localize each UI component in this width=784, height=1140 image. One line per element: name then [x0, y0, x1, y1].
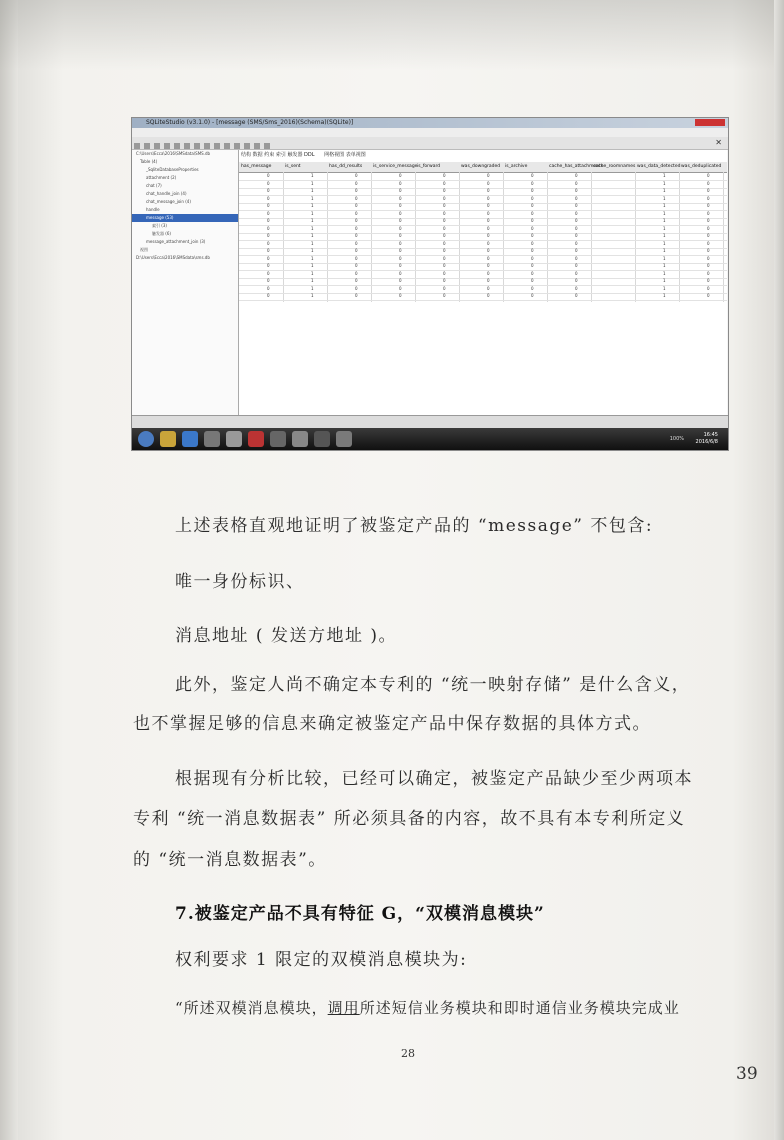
- grid-cell: 1: [663, 270, 666, 276]
- grid-subtab: 网格视图: [324, 152, 345, 158]
- grid-cell: 0: [487, 218, 490, 223]
- column-header: has_dd_results: [329, 164, 363, 169]
- folder-icon: [160, 431, 176, 447]
- grid-cell: 0: [399, 248, 402, 253]
- grid-cell: 1: [663, 278, 666, 283]
- grid-cell: 1: [663, 248, 666, 253]
- column-header: was_data_detected: [637, 164, 681, 169]
- tree-item: chat_message_join (4): [146, 199, 191, 204]
- grid-cell: 1: [311, 225, 314, 231]
- grid-cell: 0: [487, 263, 490, 268]
- taskbar-clock: [696, 432, 718, 446]
- grid-cell: 0: [443, 270, 446, 276]
- grid-cell: 1: [311, 270, 314, 276]
- grid-column-line: [679, 172, 680, 302]
- grid-cell: 1: [311, 188, 314, 193]
- grid-cell: 0: [443, 293, 446, 298]
- grid-cell: 0: [707, 293, 710, 298]
- grid-cell: 0: [487, 248, 490, 253]
- sheet-number: 39: [736, 1064, 758, 1084]
- grid-cell: 1: [663, 180, 666, 186]
- grid-cell: 0: [531, 270, 534, 276]
- close-icon: ✕: [715, 138, 722, 147]
- paragraph-4-line-1: 此外，鉴定人尚不确定本专利的 “统一映射存储” 是什么含义，: [175, 675, 691, 695]
- app-icon: [248, 431, 264, 447]
- grid-cell: 0: [355, 173, 358, 178]
- grid-cell: 1: [663, 203, 666, 208]
- grid-tabs: [241, 151, 366, 158]
- grid-cell: 0: [531, 225, 534, 231]
- grid-cell: 0: [487, 255, 490, 261]
- grid-cell: 0: [707, 285, 710, 291]
- grid-cell: 0: [487, 180, 490, 186]
- grid-column-line: [503, 172, 504, 302]
- grid-column-line: [547, 172, 548, 302]
- grid-column-line: [635, 172, 636, 302]
- tree-item: D:\Users\Ecca\2016\SMSdata\sms.db: [136, 255, 210, 260]
- grid-cell: 0: [487, 173, 490, 178]
- grid-cell: 0: [355, 195, 358, 201]
- grid-cell: 1: [663, 195, 666, 201]
- tree-item: chat (7): [146, 183, 162, 188]
- grid-cell: 0: [267, 218, 270, 223]
- grid-cell: 1: [311, 180, 314, 186]
- tree-item: Table (4): [140, 159, 158, 164]
- scan-top-shadow: [0, 0, 784, 70]
- toolbar-icon: [184, 143, 190, 149]
- grid-cell: 1: [663, 210, 666, 216]
- grid-cell: 0: [707, 278, 710, 283]
- column-header: has_message: [241, 164, 272, 169]
- toolbar-icon: [234, 143, 240, 149]
- grid-cell: 1: [311, 293, 314, 298]
- grid-cell: 1: [663, 218, 666, 223]
- grid-cell: 0: [575, 278, 578, 283]
- grid-column-line: [327, 172, 328, 302]
- grid-cell: 0: [267, 180, 270, 186]
- grid-cell: 0: [355, 233, 358, 238]
- tree-item: _SqliteDatabaseProperties: [146, 167, 199, 172]
- grid-cell: 0: [399, 285, 402, 291]
- grid-cell: 0: [531, 255, 534, 261]
- paragraph-5-line-1: 根据现有分析比较，已经可以确定，被鉴定产品缺少至少两项本: [175, 769, 693, 789]
- grid-cell: 0: [707, 188, 710, 193]
- grid-cell: 0: [707, 173, 710, 178]
- toolbar-icon: [254, 143, 260, 149]
- grid-tab: 约束: [264, 152, 275, 158]
- quote-line: [175, 997, 680, 1018]
- grid-cell: 0: [399, 188, 402, 193]
- grid-cell: 1: [311, 240, 314, 246]
- grid-header: [239, 162, 727, 173]
- grid-cell: 0: [267, 225, 270, 231]
- column-header: is_service_message: [373, 164, 418, 169]
- grid-cell: 0: [267, 203, 270, 208]
- grid-cell: 0: [267, 293, 270, 298]
- grid-cell: 0: [487, 270, 490, 276]
- grid-cell: 0: [267, 210, 270, 216]
- grid-cell: 0: [487, 195, 490, 201]
- grid-cell: 0: [531, 203, 534, 208]
- grid-cell: 0: [267, 173, 270, 178]
- grid-cell: 0: [399, 218, 402, 223]
- toolbar: [132, 137, 728, 150]
- grid-cell: 0: [443, 188, 446, 193]
- grid-cell: 1: [311, 210, 314, 216]
- grid-cell: 0: [487, 203, 490, 208]
- grid-cell: 1: [311, 203, 314, 208]
- grid-tab: 数据: [252, 152, 263, 158]
- scan-left-edge: [0, 0, 18, 1140]
- grid-cell: 0: [355, 218, 358, 223]
- section-heading: 7.被鉴定产品不具有特征 G，“双模消息模块”: [175, 904, 545, 924]
- grid-cell: 0: [355, 210, 358, 216]
- grid-cell: 0: [267, 255, 270, 261]
- grid-cell: 1: [311, 278, 314, 283]
- taskbar: [132, 428, 728, 450]
- quote-pre: “所述双模消息模块，: [175, 999, 328, 1017]
- column-header: is_archive: [505, 164, 528, 169]
- grid-cell: 0: [399, 233, 402, 238]
- paragraph-5-line-2: 专利 “统一消息数据表” 所必须具备的内容，故不具有本专利所定义: [133, 809, 686, 829]
- grid-cell: 0: [443, 255, 446, 261]
- grid-cell: 0: [575, 188, 578, 193]
- toolbar-icon: [164, 143, 170, 149]
- grid-cell: 0: [707, 218, 710, 223]
- grid-cell: 0: [531, 188, 534, 193]
- grid-cell: 1: [663, 240, 666, 246]
- grid-cell: 0: [443, 248, 446, 253]
- paragraph-3: 消息地址 ( 发送方地址 )。: [175, 626, 397, 646]
- document-tabs: [132, 415, 728, 428]
- grid-cell: 0: [399, 263, 402, 268]
- grid-cell: 0: [575, 255, 578, 261]
- grid-cell: 0: [707, 210, 710, 216]
- grid-column-line: [723, 172, 724, 302]
- grid-cell: 0: [575, 270, 578, 276]
- grid-cell: 0: [531, 210, 534, 216]
- grid-cell: 0: [399, 210, 402, 216]
- paragraph-4-line-2: 也不掌握足够的信息来确定被鉴定产品中保存数据的具体方式。: [133, 714, 651, 734]
- browser-icon: [182, 431, 198, 447]
- grid-tab: 结构: [241, 152, 252, 158]
- grid-cell: 1: [663, 293, 666, 298]
- grid-cell: 1: [311, 263, 314, 268]
- grid-cell: 0: [531, 195, 534, 201]
- quote-post: 所述短信业务模块和即时通信业务模块完成业: [359, 999, 680, 1017]
- grid-cell: 0: [267, 195, 270, 201]
- paragraph-5-line-3: 的 “统一消息数据表”。: [133, 850, 327, 870]
- grid-cell: 1: [311, 255, 314, 261]
- grid-cell: 0: [531, 218, 534, 223]
- paragraph-1: 上述表格直观地证明了被鉴定产品的 “message” 不包含:: [175, 516, 654, 536]
- grid-cell: 0: [531, 263, 534, 268]
- grid-cell: 0: [575, 263, 578, 268]
- grid-cell: 0: [267, 240, 270, 246]
- tree-item: 索引 (3): [152, 223, 167, 228]
- paragraph-6: 权利要求 1 限定的双模消息模块为:: [175, 950, 468, 970]
- grid-cell: 1: [663, 255, 666, 261]
- start-icon: [138, 431, 154, 447]
- window-title: SQLiteStudio (v3.1.0) - [message (SMS/Sms_2016)(Schema)(SQLite)]: [146, 119, 354, 126]
- data-grid: [239, 150, 727, 415]
- tree-item: handle: [146, 207, 160, 212]
- grid-cell: 0: [267, 248, 270, 253]
- grid-cell: 0: [487, 240, 490, 246]
- grid-cell: 0: [443, 278, 446, 283]
- paragraph-2: 唯一身份标识、: [175, 572, 305, 592]
- grid-cell: 0: [355, 263, 358, 268]
- grid-cell: 0: [707, 225, 710, 231]
- grid-cell: 0: [355, 203, 358, 208]
- grid-cell: 1: [311, 218, 314, 223]
- grid-cell: 0: [355, 225, 358, 231]
- grid-cell: 0: [531, 293, 534, 298]
- grid-cell: 0: [399, 225, 402, 231]
- grid-cell: 1: [663, 173, 666, 178]
- quote-underlined: 调用: [327, 999, 360, 1017]
- tray-label: 100%: [669, 436, 684, 442]
- grid-column-line: [591, 172, 592, 302]
- grid-cell: 0: [355, 293, 358, 298]
- page-number: 28: [401, 1047, 415, 1060]
- grid-cell: 0: [443, 285, 446, 291]
- grid-cell: 0: [707, 270, 710, 276]
- grid-cell: 1: [663, 188, 666, 193]
- grid-cell: 0: [443, 173, 446, 178]
- grid-cell: 0: [355, 255, 358, 261]
- grid-cell: 0: [575, 285, 578, 291]
- tree-item: message_attachment_join (3): [146, 239, 206, 244]
- grid-cell: 0: [443, 240, 446, 246]
- grid-cell: 1: [311, 233, 314, 238]
- grid-cell: 0: [267, 263, 270, 268]
- database-tree: [132, 150, 239, 415]
- grid-cell: 0: [443, 210, 446, 216]
- app-icon: [204, 431, 220, 447]
- grid-cell: 0: [531, 240, 534, 246]
- toolbar-icon: [134, 143, 140, 149]
- grid-cell: 0: [487, 225, 490, 231]
- grid-cell: 0: [487, 210, 490, 216]
- window-titlebar: [132, 118, 728, 128]
- grid-cell: 0: [707, 240, 710, 246]
- tree-item: attachment (2): [146, 175, 177, 180]
- grid-cell: 0: [267, 270, 270, 276]
- grid-cell: 0: [355, 270, 358, 276]
- toolbar-icon: [204, 143, 210, 149]
- app-icon: [292, 431, 308, 447]
- column-header: is_sent: [285, 164, 301, 169]
- grid-row-line: [239, 300, 727, 301]
- grid-cell: 0: [575, 233, 578, 238]
- toolbar-icon: [264, 143, 270, 149]
- grid-subtab: 表单视图: [345, 152, 366, 158]
- scan-right-edge: [774, 0, 784, 1140]
- tree-item: 视图: [140, 247, 148, 252]
- menu-bar: [132, 128, 729, 137]
- grid-cell: 0: [575, 173, 578, 178]
- grid-cell: 0: [707, 255, 710, 261]
- grid-tab: DDL: [304, 152, 315, 158]
- grid-cell: 1: [311, 173, 314, 178]
- grid-column-line: [459, 172, 460, 302]
- grid-cell: 0: [531, 285, 534, 291]
- grid-cell: 0: [575, 195, 578, 201]
- grid-cell: 0: [355, 278, 358, 283]
- grid-cell: 0: [487, 233, 490, 238]
- column-header: was_downgraded: [461, 164, 501, 169]
- grid-cell: 0: [487, 278, 490, 283]
- grid-cell: 0: [355, 285, 358, 291]
- toolbar-icon: [174, 143, 180, 149]
- grid-cell: 0: [267, 285, 270, 291]
- grid-cell: 0: [531, 180, 534, 186]
- grid-cell: 0: [355, 248, 358, 253]
- tree-item: C:\Users\Ecca\2016\SMSdata\SMS.db: [136, 151, 211, 156]
- toolbar-icon: [144, 143, 150, 149]
- window-controls-icon: [695, 119, 725, 126]
- app-icon: [226, 431, 242, 447]
- grid-cell: 0: [575, 225, 578, 231]
- grid-cell: 0: [707, 233, 710, 238]
- clock-time: 16:45: [703, 432, 718, 438]
- grid-column-line: [283, 172, 284, 302]
- grid-cell: 0: [399, 240, 402, 246]
- grid-cell: 0: [443, 225, 446, 231]
- grid-cell: 0: [707, 248, 710, 253]
- grid-cell: 0: [355, 180, 358, 186]
- grid-cell: 0: [443, 233, 446, 238]
- toolbar-icon: [154, 143, 160, 149]
- grid-cell: 0: [531, 233, 534, 238]
- grid-cell: 0: [531, 173, 534, 178]
- grid-cell: 0: [267, 188, 270, 193]
- grid-cell: 0: [487, 293, 490, 298]
- grid-cell: 0: [707, 195, 710, 201]
- toolbar-icon: [214, 143, 220, 149]
- grid-cell: 0: [399, 278, 402, 283]
- grid-cell: 1: [311, 195, 314, 201]
- grid-cell: 0: [707, 180, 710, 186]
- column-header: is_forward: [417, 164, 441, 169]
- grid-cell: 0: [531, 278, 534, 283]
- grid-cell: 0: [487, 188, 490, 193]
- toolbar-icon: [224, 143, 230, 149]
- grid-cell: 0: [707, 263, 710, 268]
- grid-cell: 0: [443, 263, 446, 268]
- grid-cell: 0: [355, 188, 358, 193]
- grid-cell: 0: [399, 293, 402, 298]
- clock-date: 2016/6/8: [695, 439, 718, 445]
- grid-cell: 0: [575, 210, 578, 216]
- grid-cell: 0: [575, 293, 578, 298]
- grid-cell: 0: [531, 248, 534, 253]
- grid-cell: 1: [663, 225, 666, 231]
- grid-cell: 0: [443, 218, 446, 223]
- grid-cell: 0: [399, 203, 402, 208]
- tree-item: chat_handle_join (4): [146, 191, 187, 196]
- grid-cell: 0: [575, 180, 578, 186]
- tree-item-selected: message (53): [132, 214, 238, 222]
- column-header: was_deduplicated: [681, 164, 722, 169]
- tree-item: 触发器 (6): [152, 231, 171, 236]
- grid-tab: 索引: [275, 152, 286, 158]
- grid-cell: 1: [663, 263, 666, 268]
- toolbar-icon: [194, 143, 200, 149]
- column-header: cache_has_attachments: [549, 164, 604, 169]
- grid-cell: 0: [267, 278, 270, 283]
- grid-cell: 0: [575, 218, 578, 223]
- grid-column-line: [415, 172, 416, 302]
- grid-cell: 1: [311, 285, 314, 291]
- grid-cell: 0: [707, 203, 710, 208]
- grid-cell: 0: [575, 203, 578, 208]
- grid-cell: 0: [267, 233, 270, 238]
- grid-cell: 0: [399, 255, 402, 261]
- grid-cell: 1: [663, 233, 666, 238]
- embedded-screenshot: [131, 117, 729, 451]
- app-icon: [314, 431, 330, 447]
- grid-cell: 1: [311, 248, 314, 253]
- grid-cell: 0: [355, 240, 358, 246]
- toolbar-icon: [244, 143, 250, 149]
- grid-cell: 0: [575, 248, 578, 253]
- grid-cell: 0: [487, 285, 490, 291]
- grid-cell: 1: [663, 285, 666, 291]
- grid-cell: 0: [443, 203, 446, 208]
- column-header: cache_roomnames: [593, 164, 636, 169]
- grid-cell: 0: [399, 195, 402, 201]
- grid-cell: 0: [443, 180, 446, 186]
- grid-cell: 0: [399, 173, 402, 178]
- grid-cell: 0: [575, 240, 578, 246]
- grid-column-line: [371, 172, 372, 302]
- app-icon: [270, 431, 286, 447]
- app-icon: [336, 431, 352, 447]
- grid-cell: 0: [399, 180, 402, 186]
- grid-tab: 触发器: [287, 152, 303, 158]
- grid-cell: 0: [443, 195, 446, 201]
- grid-cell: 0: [399, 270, 402, 276]
